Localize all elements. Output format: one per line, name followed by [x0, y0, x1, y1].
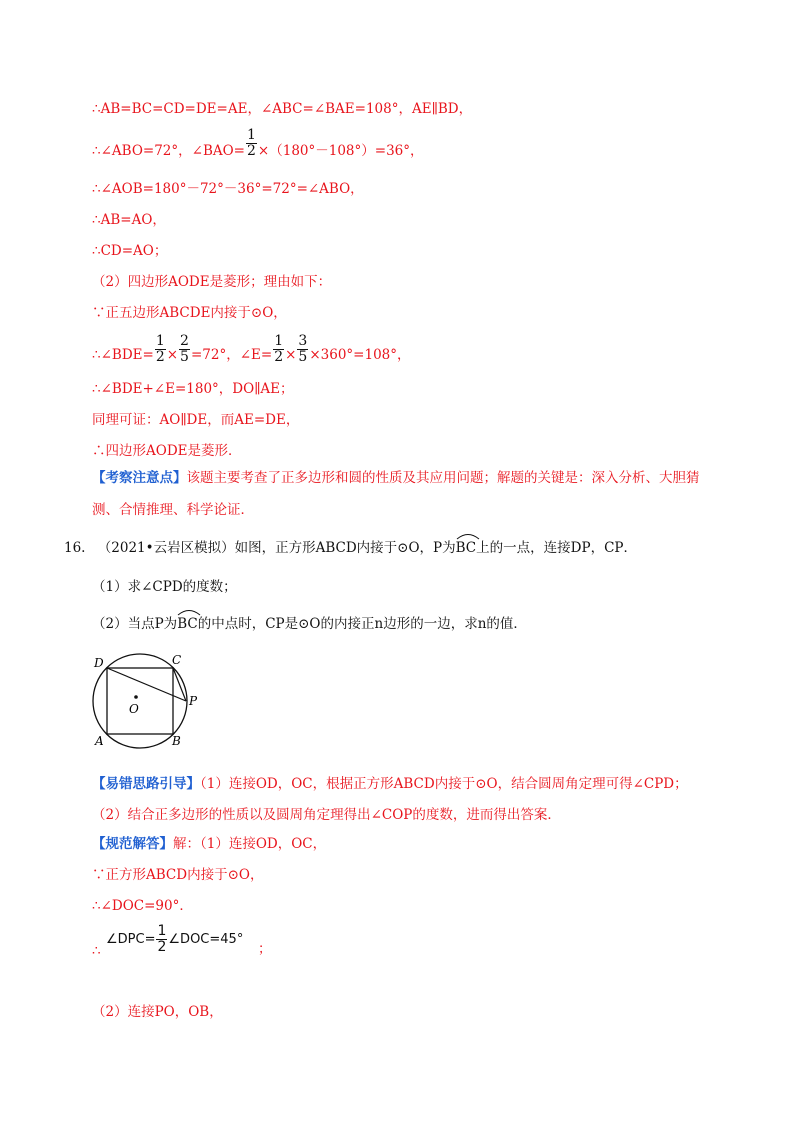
solution-line-11 [92, 442, 242, 460]
question-part-2 [92, 609, 527, 633]
solution-line-6 [92, 273, 331, 291]
text: ×360°=108°， [309, 347, 411, 363]
fraction-denominator: 5 [298, 349, 308, 365]
solution-step-3 [92, 897, 193, 915]
solution-line-7 [92, 304, 287, 322]
solution-line-5 [92, 242, 167, 260]
text: 上的一点，连接DP，CP． [476, 540, 637, 556]
fraction-numerator: 1 [155, 333, 165, 349]
label-c: C [172, 653, 182, 667]
note [92, 469, 700, 487]
label-d: D [94, 656, 104, 670]
text: ×（180°－108°）=36°， [257, 143, 424, 159]
text: ∴AB=AO， [92, 212, 166, 228]
fraction-denominator: 2 [274, 349, 284, 365]
fraction-numerator: 1 [247, 127, 256, 143]
arc-notation [456, 533, 477, 557]
fraction [297, 334, 308, 365]
text: （2）连接PO，OB， [92, 1004, 223, 1020]
solution-line-10 [92, 411, 299, 429]
text: （2021•云岩区模拟）如图，正方形ABCD内接于⊙O，P为 [97, 540, 456, 556]
text: ∴∠ABO=72°，∠BAO= [92, 143, 245, 159]
arc-icon [456, 532, 480, 540]
text: ∴∠DOC=90°． [92, 898, 193, 914]
fraction-numerator: 2 [180, 333, 189, 349]
fraction-denominator: 2 [247, 143, 256, 159]
label-b: B [172, 734, 181, 748]
text: ∵正方形ABCD内接于⊙O， [92, 867, 264, 883]
text: ∴四边形AODE是菱形． [92, 443, 242, 459]
text: ∴ [92, 943, 101, 959]
text: ∴∠BDE+∠E=180°，DO∥AE； [92, 381, 294, 397]
note-text: 测、合情推理、科学论证． [92, 502, 254, 518]
text: （1）连接OD，OC，根据正方形ABCD内接于⊙O，结合圆周角定理可得∠CPD； [200, 776, 688, 792]
fraction [156, 924, 167, 955]
text: ； [258, 941, 272, 957]
note-continued [92, 501, 254, 519]
hint-line-2 [92, 806, 561, 824]
hint-line-1 [92, 775, 688, 793]
text: （2）当点P为 [92, 616, 178, 632]
solution-line-8: ∴∠BDE= $\frac{1}{2}$ × $\frac{2}{5}$ =72°，∠E= $\frac{1}{2}$ × $\frac{3}{5}$ ×360°=108°， [92, 333, 411, 365]
geometry-figure [86, 651, 216, 751]
solution-start [92, 835, 326, 853]
text: 同理可证：AO∥DE，而AE=DE， [92, 412, 300, 428]
hint-label: 【易错思路引导】 [92, 776, 200, 792]
text: ∴∠BDE= [92, 347, 154, 363]
label-a: A [95, 734, 104, 748]
solution-line-1 [92, 100, 472, 118]
segment-dp [107, 668, 186, 701]
text: 的中点时，CP是⊙O的内接正n边形的一边，求n的值． [197, 616, 527, 632]
fraction-denominator: 2 [155, 349, 165, 365]
text: （1）求∠CPD的度数； [92, 579, 237, 595]
text: ∴AB=BC=CD=DE=AE，∠ABC=∠BAE=108°，AE∥BD， [92, 101, 473, 117]
fraction-numerator: 1 [274, 333, 284, 349]
square-abcd [107, 668, 173, 734]
question-part-1 [92, 578, 237, 596]
text: 解：（1）连接OD，OC， [173, 836, 327, 852]
solution-line-4 [92, 211, 166, 229]
fraction-numerator: 3 [298, 333, 308, 349]
fraction [273, 334, 284, 365]
text: ∠DOC=45° [168, 932, 244, 947]
center-point [134, 695, 138, 699]
fraction [246, 128, 257, 159]
fraction-numerator: 1 [157, 923, 167, 939]
solution-step-5 [92, 1003, 223, 1021]
fraction-denominator: 5 [180, 349, 189, 365]
solution-line-3 [92, 180, 364, 198]
text: （2）四边形AODE是菱形；理由如下： [92, 274, 332, 290]
note-text: 该题主要考查了正多边形和圆的性质及其应用问题；解题的关键是：深入分析、大胆猜 [186, 470, 700, 486]
question-16 [64, 533, 637, 557]
text: ∵正五边形ABCDE内接于⊙O， [92, 305, 287, 321]
label-p: P [189, 694, 198, 708]
text: （2）结合正多边形的性质以及圆周角定理得出∠COP的度数，进而得出答案． [92, 807, 561, 823]
question-number: 16. [64, 540, 86, 556]
solution-step-4-formula [106, 924, 243, 955]
solution-step-4-therefore [92, 942, 101, 960]
note-label: 【考察注意点】 [92, 470, 187, 486]
solution-step-2 [92, 866, 263, 884]
solution-line-2 [92, 127, 424, 167]
arc-icon [177, 608, 201, 616]
text: ∠DPC= [106, 932, 156, 947]
arc-notation [177, 609, 198, 633]
fraction [179, 334, 190, 365]
solution-line-9 [92, 380, 294, 398]
text: =72°，∠E= [190, 347, 273, 363]
solution-step-4-end [258, 940, 272, 958]
arc-label: BC [455, 540, 477, 556]
text: ∴∠AOB=180°－72°－36°=72°=∠ABO， [92, 181, 364, 197]
fraction-denominator: 2 [157, 939, 167, 955]
fraction [155, 334, 166, 365]
solution-label: 【规范解答】 [92, 836, 173, 852]
label-o: O [129, 702, 139, 716]
arc-label: BC [177, 616, 198, 632]
text: ∴CD=AO； [92, 243, 168, 259]
